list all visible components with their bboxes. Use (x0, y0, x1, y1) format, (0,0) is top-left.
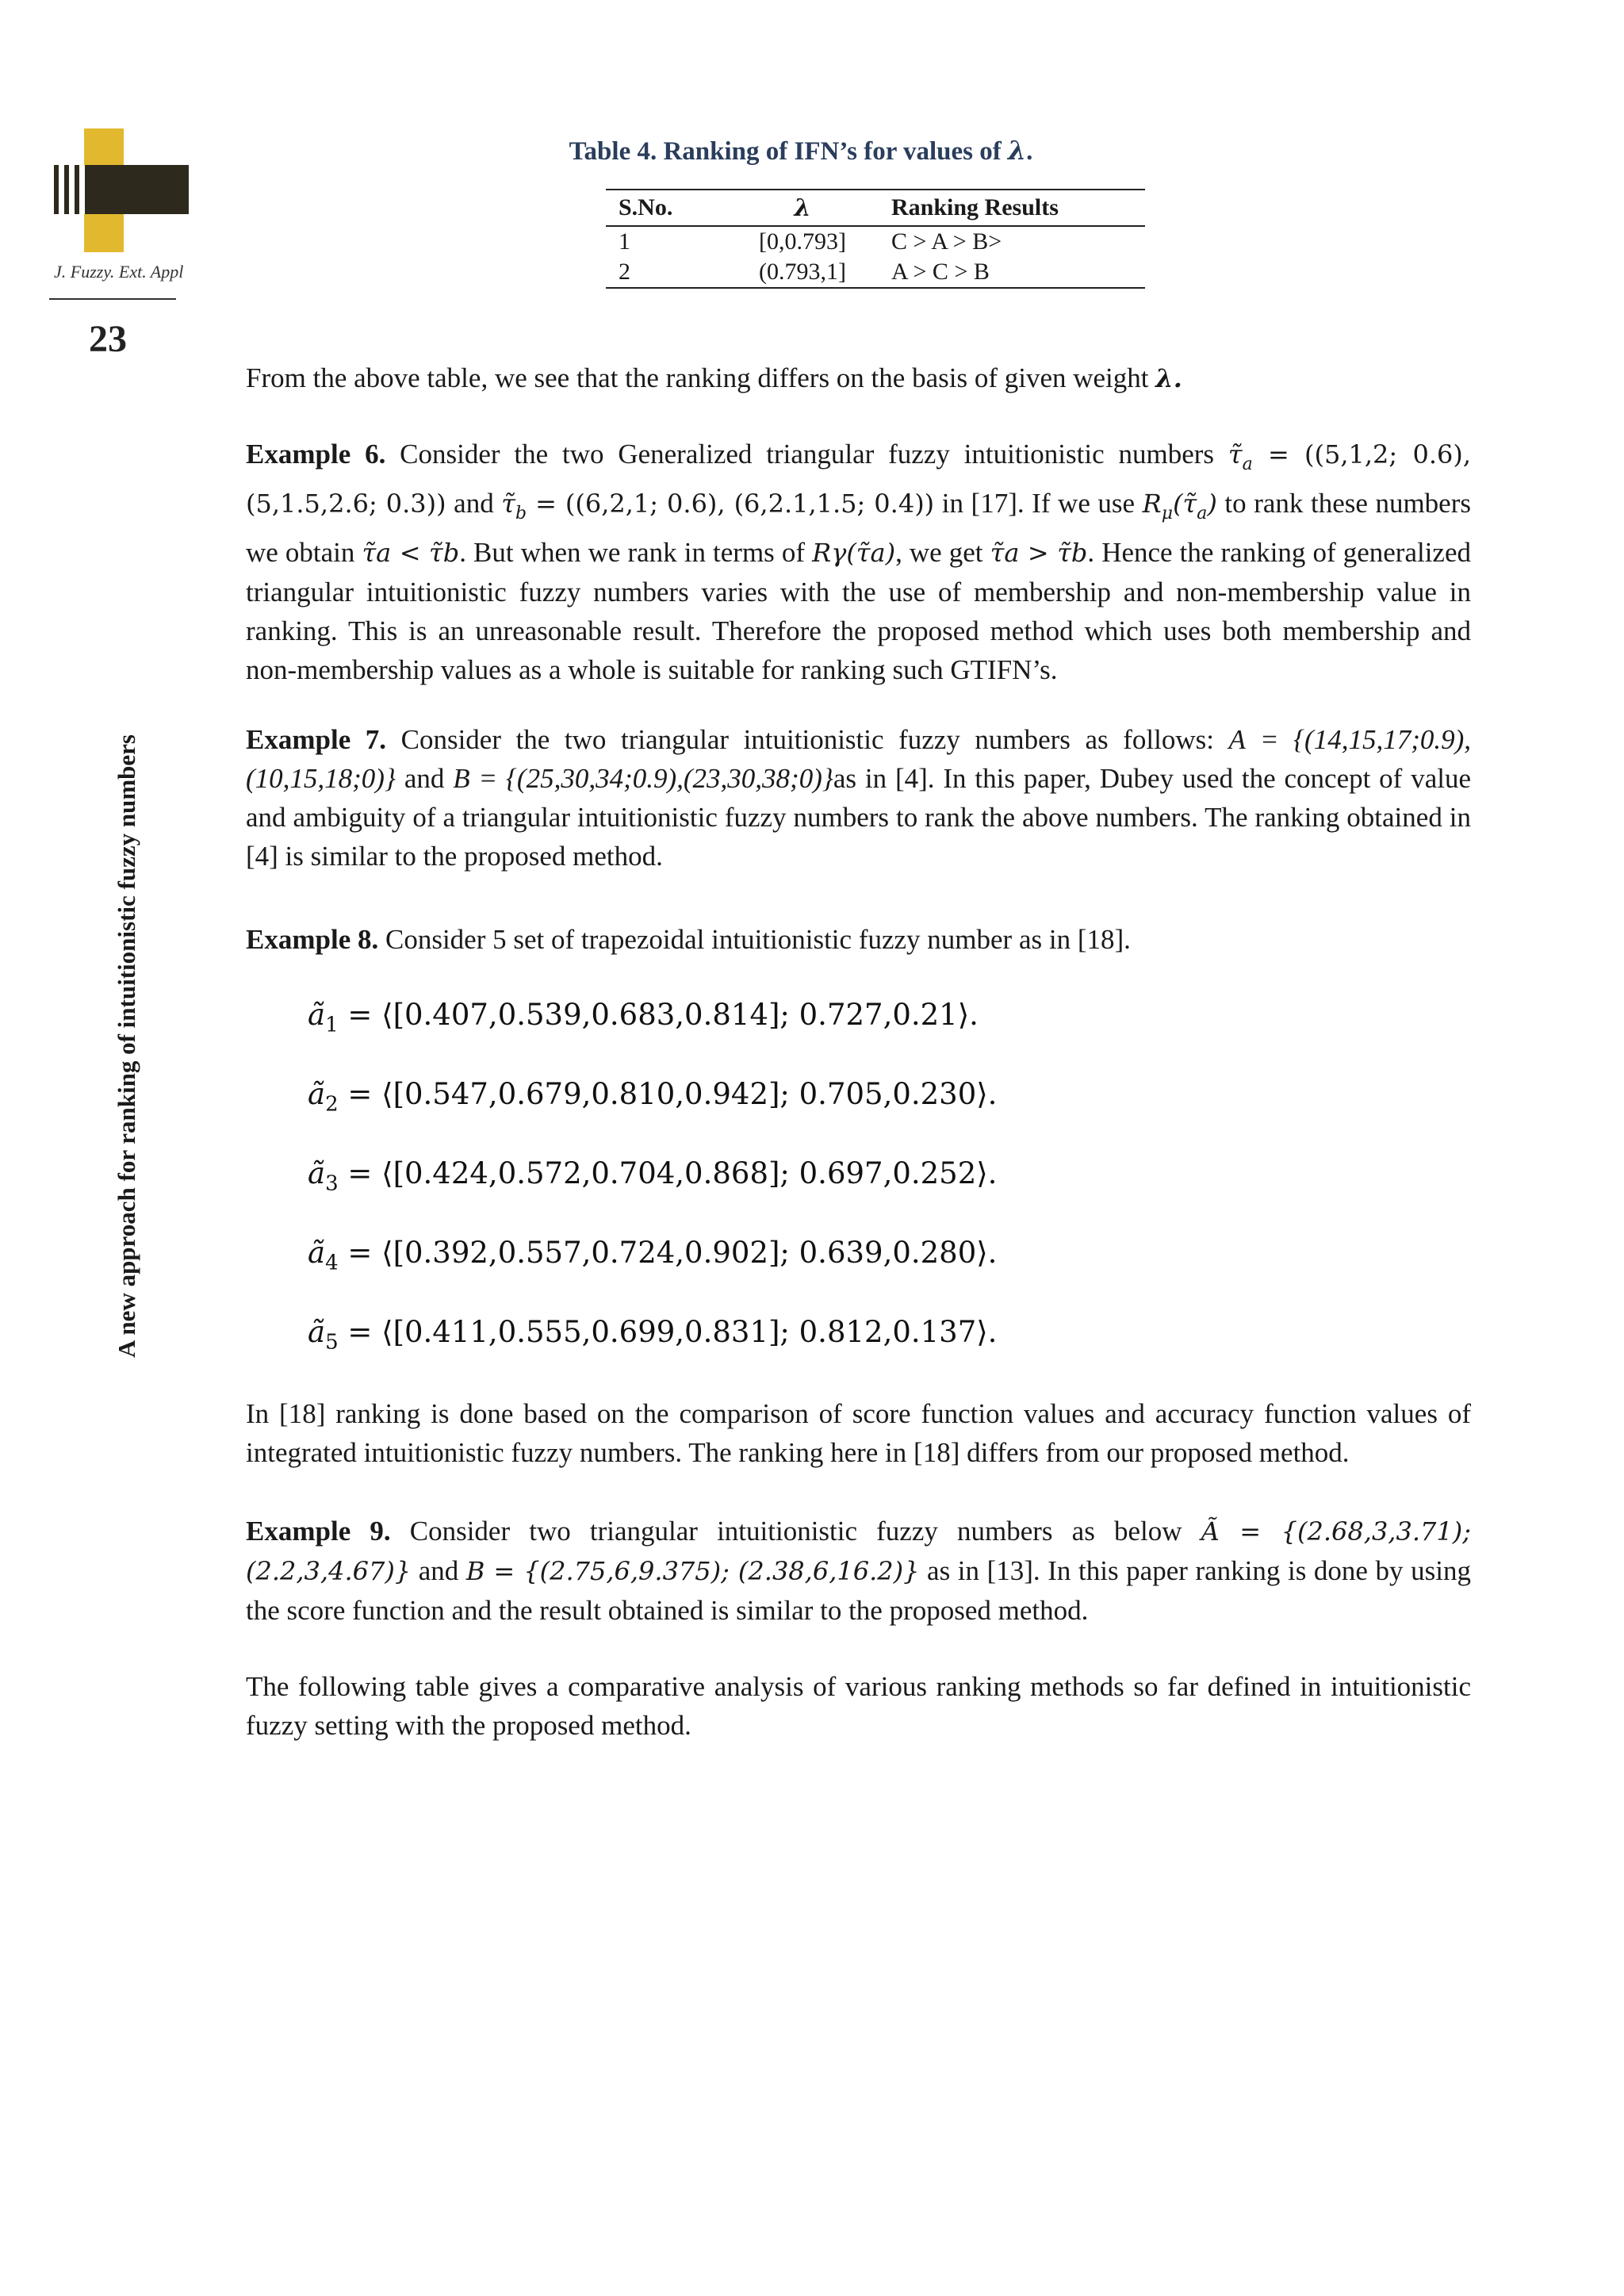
conjunction: and (411, 1555, 466, 1586)
example-9-label: Example 9. (246, 1516, 391, 1547)
example-6-text: Consider the two Generalized triangular fuzzy intuitionistic numbers (385, 439, 1228, 470)
table-header-row (606, 190, 1145, 226)
equation-variable: ã (308, 1077, 326, 1111)
table-row (606, 226, 1145, 257)
equation-value: = ⟨[0.547,0.679,0.810,0.942]; 0.705,0.230⟩. (338, 1077, 998, 1111)
tau-b-symbol: τ̃ (501, 489, 515, 519)
equation-subscript: 1 (325, 1013, 339, 1037)
r-gamma-expression: Rγ(τ̃a) (812, 538, 896, 568)
running-title: A new approach for ranking of intuitionistic fuzzy numbers (113, 734, 140, 1358)
example-6-text: to rank these numbers we obtain (246, 488, 1471, 568)
page-number: 23 (89, 318, 127, 360)
table-caption-period: . (1026, 137, 1033, 166)
set-a-tilde-definition: Ã = {(2.68,3,3.71); (2.2,3,4.67)} (246, 1516, 1471, 1586)
example-7-text: as in [4]. In this paper, Dubey used the concept of value and ambiguity of a triangular intuitionistic fuzzy numbers to rank the above numbers. The ranking obtained in [4] is similar to the proposed method. (246, 763, 1471, 872)
journal-abbreviation: J. Fuzzy. Ext. Appl (54, 262, 184, 282)
lambda-symbol: λ. (1155, 363, 1182, 393)
r-mu-argument-subscript: a (1197, 504, 1208, 523)
example-6-label: Example 6. (246, 439, 386, 470)
set-b-definition: B = {(2.75,6,9.375); (2.38,6,16.2)} (465, 1556, 920, 1586)
example-9-text: Consider two triangular intuitionistic fuzzy numbers as below (390, 1516, 1201, 1547)
table-cell-lambda: [0,0.793] (759, 228, 846, 255)
table-caption-text: Table 4. Ranking of IFN’s for values of (569, 137, 1002, 166)
r-mu-subscript: μ (1161, 504, 1174, 523)
example-7-paragraph (246, 720, 1471, 876)
equation-a3 (308, 1156, 997, 1195)
r-mu-symbol: R (1142, 489, 1162, 519)
table-caption (476, 135, 1126, 167)
column-header-sno: S.No. (606, 190, 726, 226)
table-cell-ranking: C > A > B> (891, 228, 1002, 255)
equation-variable: ã (308, 998, 326, 1032)
equation-variable: ã (308, 1156, 326, 1190)
table-cell-sno: 2 (606, 257, 726, 288)
paragraph-reference-18 (246, 1394, 1471, 1472)
column-header-lambda: λ (726, 190, 879, 226)
tau-a-value: = ((5,1,2; 0.6), (5,1.5,2.6; 0.3)) (246, 439, 1472, 519)
example-7-label: Example 7. (246, 724, 387, 755)
equation-variable: ã (308, 1236, 326, 1270)
tau-b-value: = ((6,2,1; 0.6), (6,2.1,1.5; 0.4)) (527, 489, 935, 519)
set-a-definition: A = {(14,15,17;0.9),(10,15,18;0)} (246, 724, 1471, 794)
r-mu-close: ) (1207, 489, 1217, 519)
equation-variable: ã (308, 1315, 326, 1349)
example-8-paragraph (246, 920, 1471, 959)
table-cell-sno: 1 (619, 228, 630, 255)
table-row (606, 257, 1145, 288)
equation-value: = ⟨[0.407,0.539,0.683,0.814]; 0.727,0.21⟩. (338, 998, 979, 1032)
table-caption-symbol: λ (1008, 135, 1027, 166)
equation-subscript: 3 (325, 1171, 339, 1196)
conjunction: and (446, 488, 502, 519)
equation-a5 (308, 1315, 997, 1354)
paragraph-comparative-analysis (246, 1667, 1471, 1745)
paragraph-table-discussion (246, 358, 1471, 398)
equation-value: = ⟨[0.424,0.572,0.704,0.868]; 0.697,0.252⟩. (338, 1156, 998, 1190)
example-8-text: Consider 5 set of trapezoidal intuitionistic fuzzy number as in [18]. (378, 924, 1131, 955)
equation-a4 (308, 1236, 997, 1274)
comparison-greater: τ̃a > τ̃b (990, 538, 1088, 568)
example-6-paragraph (246, 435, 1471, 689)
comparison-less: τ̃a < τ̃b (362, 538, 460, 568)
paragraph-text: The following table gives a comparative analysis of various ranking methods so far defined in intuitionistic fuzzy setting with the proposed method. (246, 1671, 1471, 1741)
conjunction: and (395, 763, 454, 794)
tau-a-symbol: τ̃ (1228, 439, 1243, 470)
equation-subscript: 4 (325, 1251, 339, 1275)
example-7-text: Consider the two triangular intuitionistic fuzzy numbers as follows: (386, 724, 1229, 755)
equation-subscript: 5 (325, 1330, 339, 1355)
ranking-table (606, 189, 1145, 289)
paragraph-text: In [18] ranking is done based on the comparison of score function values and accuracy function values of integrated intuitionistic fuzzy numbers. The ranking here in [18] differs from our proposed method. (246, 1398, 1471, 1468)
paragraph-text: From the above table, we see that the ranking differs on the basis of given weight (246, 362, 1149, 393)
equation-value: = ⟨[0.392,0.557,0.724,0.902]; 0.639,0.280⟩. (338, 1236, 998, 1270)
equation-a1 (308, 998, 979, 1037)
example-6-text: . But when we rank in terms of (459, 537, 813, 568)
equation-value: = ⟨[0.411,0.555,0.699,0.831]; 0.812,0.137⟩. (338, 1315, 998, 1349)
equation-a2 (308, 1077, 997, 1116)
table-cell-ranking: A > C > B (879, 257, 1145, 288)
table-cell-lambda: (0.793,1] (726, 257, 879, 288)
example-6-text: . Hence the ranking of generalized triangular intuitionistic fuzzy numbers varies with the use of membership and non-membership value in ranking. This is an unreasonable result. Therefore the proposed method which uses both membership and non-membership values as a whole is suitable for ranking such GTIFN’s. (246, 537, 1471, 685)
r-mu-argument: (τ̃ (1173, 489, 1197, 519)
example-8-label: Example 8. (246, 924, 379, 955)
column-header-ranking: Ranking Results (879, 190, 1145, 226)
set-b-definition: B = {(25,30,34;0.9),(23,30,38;0)} (453, 763, 833, 794)
example-6-text: in [17]. If we use (934, 488, 1143, 519)
example-9-text: as in [13]. In this paper ranking is done by using the score function and the result obtained is similar to the proposed method. (246, 1555, 1471, 1626)
example-9-paragraph (246, 1512, 1471, 1630)
tau-a-subscript: a (1242, 454, 1253, 474)
logo-divider (49, 298, 176, 300)
equation-subscript: 2 (325, 1092, 339, 1117)
example-6-text: , we get (895, 537, 990, 568)
tau-b-subscript: b (515, 504, 527, 523)
